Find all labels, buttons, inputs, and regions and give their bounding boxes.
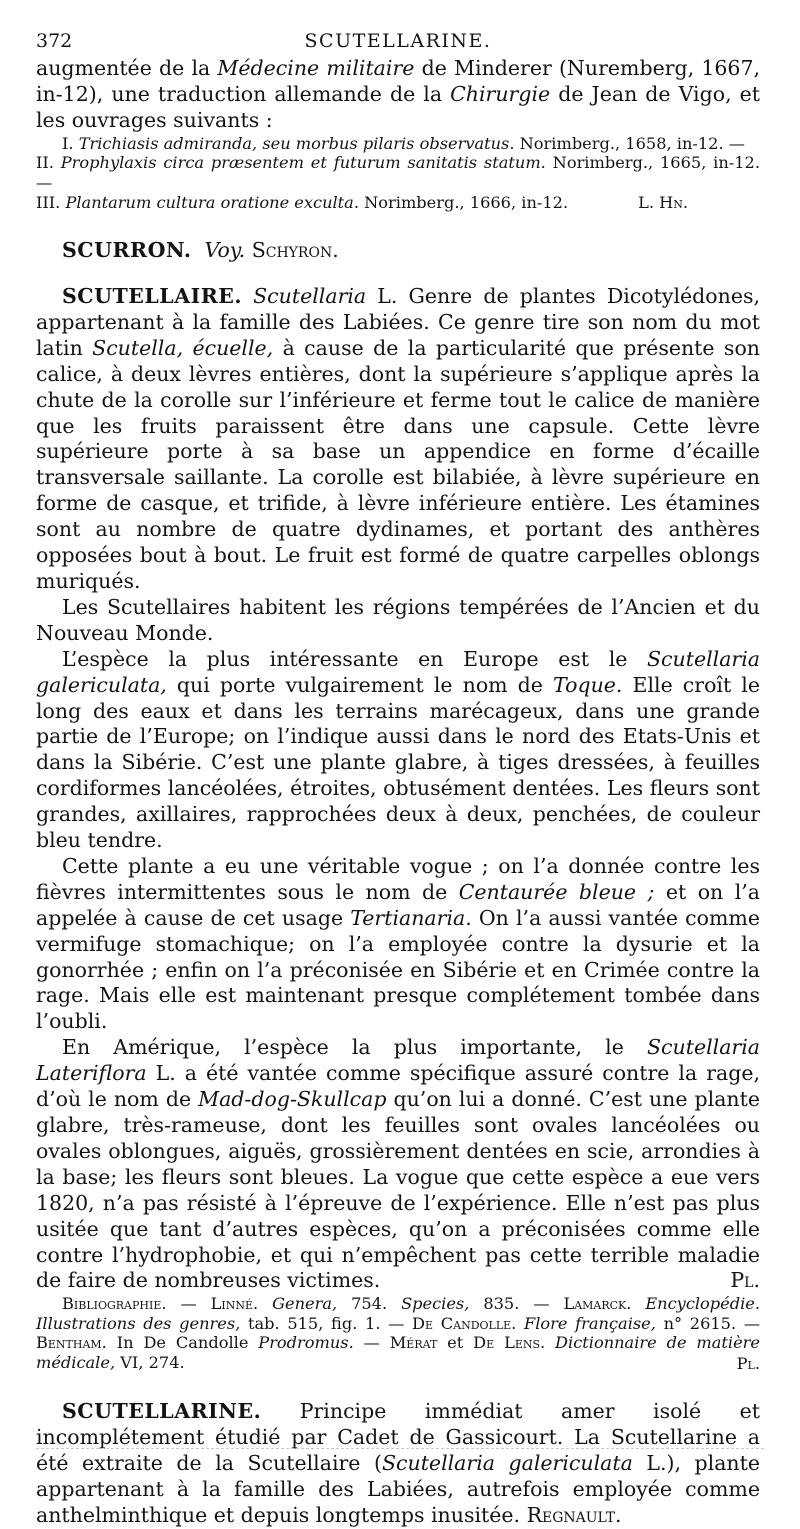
dictionary-page [36,26,760,1529]
entry-scutellarine: SCUTELLARINE. Principe immédiat amer isolé et incomplétement étudié par Cadet de Gassicourt. La Scutellarine a été extraite de la Scutellaire (Scutellaria galericulata L.), plante appartenant à la famille des Labiées, autrefois employée comme anthelminthique et depuis longtemps inusitée. Regnault. [36,1399,760,1527]
page-header [36,26,760,56]
work-item: II. Prophylaxis circa præsentem et futurum sanitatis statum. Norimberg., 1665, in-12. — [36,153,760,192]
entry-headword: SCUTELLAIRE. [62,284,242,308]
intro-paragraph: augmentée de la Médecine militaire de Minderer (Nuremberg, 1667, in-12), une traduction allemande de la Chirurgie de Jean de Vigo, et les ouvrages suivants : [36,56,761,132]
entry-scurron: SCURRON. Voy. Schyron. [62,238,339,263]
author-signature: Regnault. [526,1502,622,1527]
author-signature: L. Hn. [638,192,689,212]
running-title: SCUTELLARINE. [304,30,492,52]
work-item: I. Trichiasis admiranda, seu morbus pilaris observatus. Norimberg., 1658, in-12. — [62,133,745,153]
works-list [36,134,760,212]
entry-paragraph: SCUTELLAIRE. Scutellaria L. Genre de plantes Dicotylédones, appartenant à la famille des Labiées. Ce genre tire son nom du mot latin Scutella, écuelle, à cause de la particularité que présente son calice, à deux lèvres entières, dont la supérieure s’applique après la chute de la corolle sur l’inférieure et ferme tout le calice de manière que les fruits paraissent être dans une capsule. Cette lèvre supérieure porte à sa base un appendice en forme d’écaille transversale saillante. La corolle est bilabiée, à lèvre supérieure en forme de casque, et trifide, à lèvre inférieure entière. Les étamines sont au nombre de quatre dydinames, et portant des anthères opposées bout à bout. Le fruit est formé de quatre carpelles oblongs muriqués. [36,284,760,593]
author-signature: Pl. [736,1353,760,1373]
entry-paragraph: Cette plante a eu une véritable vogue ; on l’a donnée contre les fièvres intermittentes sous le nom de Centaurée bleue ; et on l’a appelée à cause de cet usage Tertianaria. On l’a aussi vantée comme vermifuge stomachique; on l’a employée contre la dysurie et la gonorrhée ; enfin on l’a préconisée en Sibérie et en Crimée contre la rage. Mais elle est maintenant presque complétement tombée dans l’oubli. [36,853,761,1034]
entry-paragraph: Les Scutellaires habitent les régions tempérées de l’Ancien et du Nouveau Monde. [36,594,760,645]
entry-scutellaire [36,284,760,1373]
entry-paragraph: En Amérique, l’espèce la plus importante, le Scutellaria Lateriflora L. a été vantée comme spécifique assuré contre la rage, d’où le nom de Mad-dog-Skullcap qu’on lui a donné. C’est une plante glabre, très-rameuse, dont les feuilles sont ovales lancéolées ou ovales oblongues, aiguës, grossièrement dentées en scie, arrondies à la base; les fleurs sont bleues. La vogue que cette espèce a eue vers 1820, n’a pas résisté à l’épreuve de l’expérience. Elle n’est pas plus usitée que tant d’autres espèces, qu’on a préconisées comme elle contre l’hydrophobie, et qui n’empêchent pas cette terrible maladie de faire de nombreuses victimes. [36,1035,760,1293]
page-edge-rule [36,1448,764,1449]
entry-headword: SCURRON. [62,238,192,263]
author-signature: Pl. [730,1268,760,1293]
work-item: III. Plantarum cultura oratione exculta. Norimberg., 1666, in-12. L. Hn. [36,192,689,212]
entry-headword: SCUTELLARINE. [62,1399,262,1424]
cross-reference: Schyron. [251,238,339,263]
bibliography: Bibliographie. — Linné. Genera, 754. Species, 835. — Lamarck. Encyclopédie. Illustrations des genres, tab. 515, fig. 1. — De Candolle. Flore française, n° 2615. — Bentham. In De Candolle Prodromus. — Mérat et De Lens. Dictionnaire de matière médicale, VI, 274. [36,1294,761,1373]
entry-paragraph: L’espèce la plus intéressante en Europe est le Scutellaria galericulata, qui porte vulgairement le nom de Toque. Elle croît le long des eaux et dans les terrains marécageux, dans une grande partie de l’Europe; on l’indique aussi dans le nord des Etats-Unis et dans la Sibérie. C’est une plante glabre, à tiges dressées, à feuilles cordiformes lancéolées, étroites, obtusément dentées. Les fleurs sont grandes, axillaires, rapprochées deux à deux, penchées, de couleur bleu tendre. [36,646,760,853]
page-number: 372 [36,30,73,52]
